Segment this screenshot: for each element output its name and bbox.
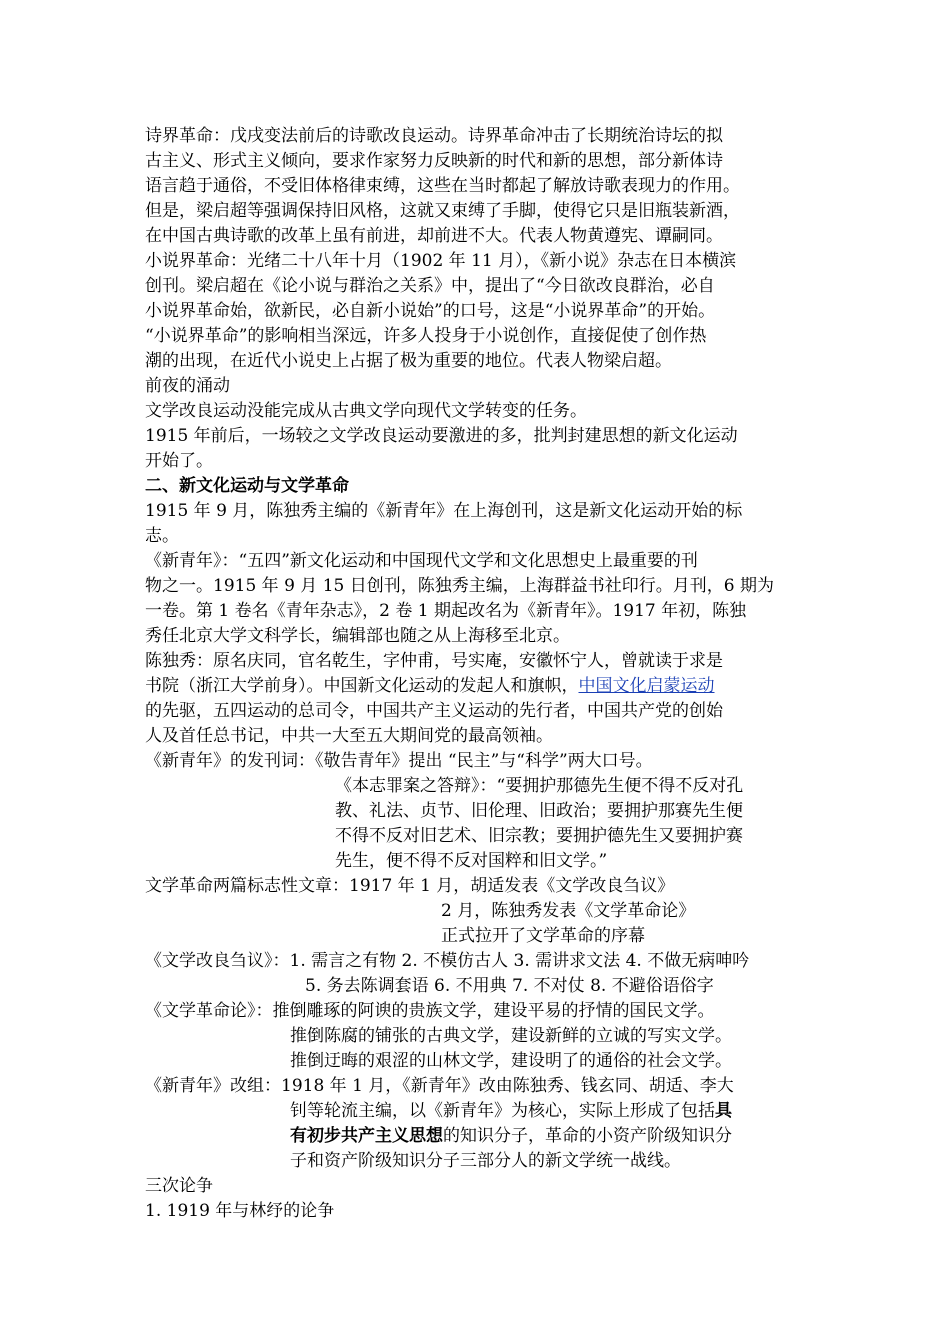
- indented-line: 正式拉开了文学革命的序幕: [441, 926, 645, 946]
- text-line: 《新青年》的发刊词：《敬告青年》提出 “民主”与“科学”两大口号。: [145, 751, 653, 771]
- text-line: 人及首任总书记，中共一大至五大期间党的最高领袖。: [145, 726, 553, 746]
- text-segment: 的知识分子，革命的小资产阶级知识分: [443, 1126, 732, 1146]
- indented-line: 先生，便不得不反对国粹和旧文学。”: [335, 851, 608, 871]
- enlightenment-link[interactable]: 中国文化启蒙运动: [578, 676, 715, 696]
- text-line: 文学改良运动没能完成从古典文学向现代文学转变的任务。: [145, 401, 587, 421]
- text-line: 小说界革命：光绪二十八年十月（1902 年 11 月），《新小说》杂志在日本横滨: [145, 251, 737, 271]
- indented-line: 5. 务去陈调套语 6. 不用典 7. 不对仗 8. 不避俗语俗字: [305, 976, 714, 996]
- text-segment: 钊等轮流主编，以《新青年》为核心，实际上形成了包括: [290, 1101, 715, 1121]
- indented-line: 推倒迂晦的艰涩的山林文学，建设明了的通俗的社会文学。: [290, 1051, 732, 1071]
- text-line: 物之一。1915 年 9 月 15 日创刊，陈独秀主编，上海群益书社印行。月刊，6 期为: [145, 576, 774, 596]
- indented-line: 教、礼法、贞节、旧伦理、旧政治；要拥护那赛先生便: [335, 801, 743, 821]
- text-line: 的先驱，五四运动的总司令，中国共产主义运动的先行者，中国共产党的创始: [145, 701, 723, 721]
- text-line: 志。: [145, 526, 179, 546]
- text-line: 秀任北京大学文科学长，编辑部也随之从上海移至北京。: [145, 626, 570, 646]
- text-line: 一卷。第 1 卷名《青年杂志》，2 卷 1 期起改名为《新青年》。1917 年初，陈独: [145, 601, 747, 621]
- text-line: 文学革命两篇标志性文章：1917 年 1 月，胡适发表《文学改良刍议》: [145, 876, 675, 896]
- text-line: 创刊。梁启超在《论小说与群治之关系》中，提出了“今日欲改良群治，必自: [145, 276, 715, 296]
- text-line: 开始了。: [145, 451, 213, 471]
- text-line: 古主义、形式主义倾向，要求作家努力反映新的时代和新的思想，部分新体诗: [145, 151, 723, 171]
- text-line: 陈独秀：原名庆同，官名乾生，字仲甫，号实庵，安徽怀宁人，曾就读于求是: [145, 651, 723, 671]
- text-line: 小说界革命始，欲新民，必自新小说始”的口号，这是“小说界革命”的开始。: [145, 301, 716, 321]
- section-heading: 二、新文化运动与文学革命: [145, 476, 349, 496]
- text-line: 1915 年 9 月，陈独秀主编的《新青年》在上海创刊，这是新文化运动开始的标: [145, 501, 743, 521]
- indented-line: 推倒陈腐的铺张的古典文学，建设新鲜的立诚的写实文学。: [290, 1026, 732, 1046]
- text-line: 前夜的涌动: [145, 376, 230, 396]
- section-poetry-novel: [145, 124, 815, 474]
- text-segment: 书院（浙江大学前身）。中国新文化运动的发起人和旗帜，: [145, 676, 579, 696]
- bold-segment: 具: [715, 1101, 732, 1121]
- text-line: 语言趋于通俗，不受旧体格律束缚，这些在当时都起了解放诗歌表现力的作用。: [145, 176, 740, 196]
- text-line: 三次论争: [145, 1176, 213, 1196]
- text-line: 1915 年前后，一场较之文学改良运动要激进的多，批判封建思想的新文化运动: [145, 426, 738, 446]
- indented-line: [145, 1099, 815, 1124]
- text-line: [145, 674, 815, 699]
- indented-line: 2 月，陈独秀发表《文学革命论》: [441, 901, 696, 921]
- indented-line: 不得不反对旧艺术、旧宗教；要拥护德先生又要拥护赛: [335, 826, 743, 846]
- indented-line: 子和资产阶级知识分子三部分人的新文学统一战线。: [290, 1151, 681, 1171]
- indented-line: [145, 1124, 815, 1149]
- bold-segment: 有初步共产主义思想: [290, 1126, 443, 1146]
- text-line: 《新青年》改组：1918 年 1 月，《新青年》改由陈独秀、钱玄同、胡适、李大: [145, 1076, 734, 1096]
- document-page: [145, 124, 815, 1224]
- text-line: 但是，梁启超等强调保持旧风格，这就又束缚了手脚，使得它只是旧瓶装新酒，: [145, 201, 740, 221]
- text-line: 诗界革命：戊戌变法前后的诗歌改良运动。诗界革命冲击了长期统治诗坛的拟: [145, 126, 723, 146]
- text-line: 《文学革命论》：推倒雕琢的阿谀的贵族文学，建设平易的抒情的国民文学。: [145, 1001, 715, 1021]
- text-line: 潮的出现，在近代小说史上占据了极为重要的地位。代表人物梁启超。: [145, 351, 672, 371]
- text-line: 在中国古典诗歌的改革上虽有前进，却前进不大。代表人物黄遵宪、谭嗣同。: [145, 226, 723, 246]
- section-new-culture: [145, 499, 815, 1224]
- indented-line: 《本志罪案之答辩》：“要拥护那德先生便不得不反对孔: [335, 776, 744, 796]
- text-line: “小说界革命”的影响相当深远，许多人投身于小说创作，直接促使了创作热: [145, 326, 707, 346]
- text-line: 1. 1919 年与林纾的论争: [145, 1201, 335, 1221]
- text-line: 《文学改良刍议》：1. 需言之有物 2. 不模仿古人 3. 需讲求文法 4. 不做无病呻吟: [145, 951, 750, 971]
- text-line: 《新青年》：“五四”新文化运动和中国现代文学和文化思想史上最重要的刊: [145, 551, 698, 571]
